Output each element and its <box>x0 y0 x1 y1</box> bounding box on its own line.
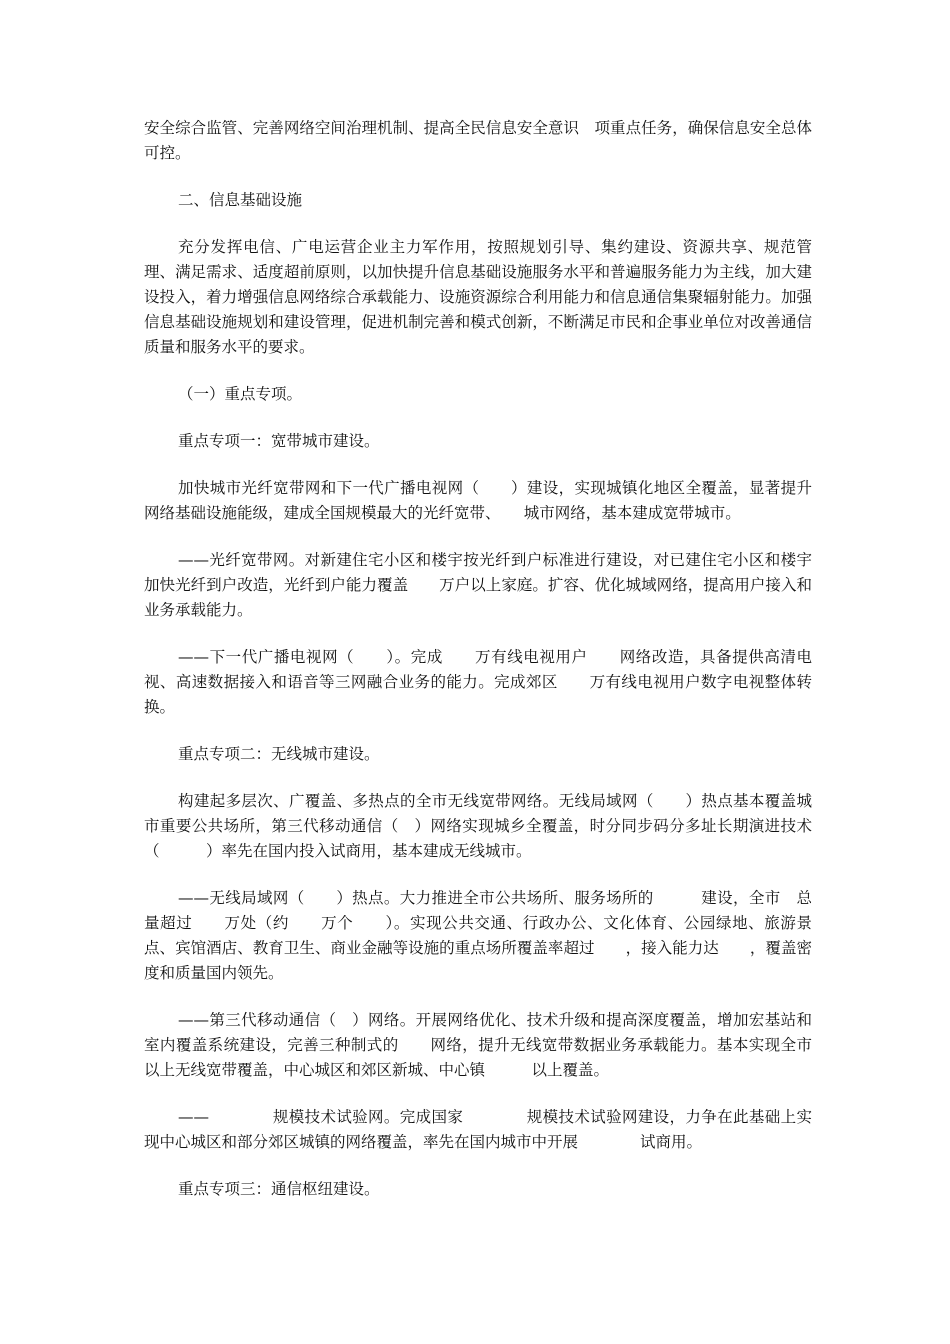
section-heading-information-infrastructure: 二、信息基础设施 <box>178 191 303 209</box>
project-heading-broadband-city: 重点专项一：宽带城市建设。 <box>178 432 380 450</box>
paragraph-wlan-hotspots: ——无线局域网（ ）热点。大力推进全市公共场所、服务场所的 建设，全市 总量超过 万处（约 万个 ）。实现公共交通、行政办公、文化体育、公园绿地、旅游景点、宾馆酒店、教育卫生、商业金融等设施的重点场所覆盖率超过 ，接入能力达 ，覆盖密度和质量国内领先。 <box>144 889 812 982</box>
paragraph-intro: 充分发挥电信、广电运营企业主力军作用，按照规划引导、集约建设、资源共享、规范管理、满足需求、适度超前原则，以加快提升信息基础设施服务水平和普遍服务能力为主线，加大建设投入，着力增强信息网络综合承载能力、设施资源综合利用能力和信息通信集聚辐射能力。加强信息基础设施规划和建设管理，促进机制完善和模式创新，不断满足市民和企事业单位对改善通信质量和服务水平的要求。 <box>144 238 812 356</box>
paragraph-wireless-city: 构建起多层次、广覆盖、多热点的全市无线宽带网络。无线局域网（ ）热点基本覆盖城市重要公共场所，第三代移动通信（ ）网络实现城乡全覆盖，时分同步码分多址长期演进技术（ ）率先在国内投入试商用，基本建成无线城市。 <box>144 792 812 860</box>
paragraph-3g-network: ——第三代移动通信（ ）网络。开展网络优化、技术升级和提高深度覆盖，增加宏基站和室内覆盖系统建设，完善三种制式的 网络，提升无线宽带数据业务承载能力。基本实现全市 以上无线宽带覆盖，中心城区和郊区新城、中心镇 以上覆盖。 <box>144 1011 859 1079</box>
project-heading-wireless-city: 重点专项二：无线城市建设。 <box>178 745 380 763</box>
paragraph-continuation: 安全综合监管、完善网络空间治理机制、提高全民信息安全意识 项重点任务，确保信息安全总体可控。 <box>144 119 812 162</box>
project-heading-communication-hub: 重点专项三：通信枢纽建设。 <box>178 1180 380 1198</box>
subsection-heading-key-projects: （一）重点专项。 <box>178 385 303 403</box>
paragraph-broadband-city: 加快城市光纤宽带网和下一代广播电视网（ ）建设，实现城镇化地区全覆盖，显著提升网络基础设施能级，建成全国规模最大的光纤宽带、 城市网络，基本建成宽带城市。 <box>144 479 812 522</box>
document-body <box>144 116 859 1224</box>
paragraph-fiber-broadband: ——光纤宽带网。对新建住宅小区和楼宇按光纤到户标准进行建设，对已建住宅小区和楼宇加快光纤到户改造，光纤到户能力覆盖 万户以上家庭。扩容、优化城域网络，提高用户接入和业务承载能力。 <box>144 551 812 619</box>
paragraph-next-gen-broadcast: ——下一代广播电视网（ ）。完成 万有线电视用户 网络改造，具备提供高清电视、高速数据接入和语音等三网融合业务的能力。完成郊区 万有线电视用户数字电视整体转换。 <box>144 648 812 716</box>
paragraph-trial-network: —— 规模技术试验网。完成国家 规模技术试验网建设，力争在此基础上实现中心城区和部分郊区城镇的网络覆盖，率先在国内城市中开展 试商用。 <box>144 1108 812 1151</box>
